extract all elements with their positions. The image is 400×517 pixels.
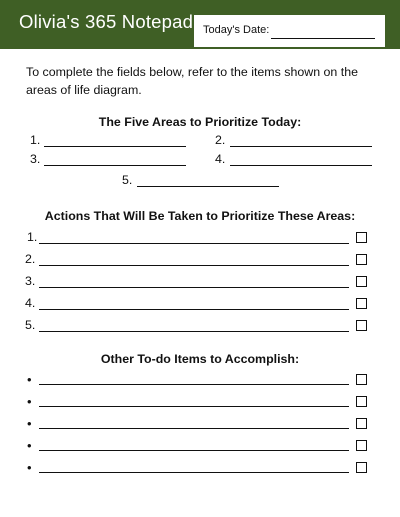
todo-bullet-5: • [27, 460, 32, 475]
action-checkbox-3[interactable] [356, 276, 367, 287]
action-checkbox-1[interactable] [356, 232, 367, 243]
action-line-5[interactable] [39, 331, 349, 332]
action-checkbox-4[interactable] [356, 298, 367, 309]
action-line-3[interactable] [39, 287, 349, 288]
area-line-5[interactable] [137, 186, 279, 187]
area-line-1[interactable] [44, 146, 186, 147]
action-number-3: 3. [25, 274, 36, 288]
date-box [194, 15, 385, 47]
header-bar [0, 0, 400, 49]
area-number-4: 4. [215, 152, 226, 166]
todo-checkbox-4[interactable] [356, 440, 367, 451]
notepad-title: Olivia's 365 Notepad [19, 11, 194, 32]
todo-checkbox-3[interactable] [356, 418, 367, 429]
instructions-text: To complete the fields below, refer to the items shown on the areas of life diagram. [26, 65, 358, 97]
area-number-2: 2. [215, 133, 226, 147]
todo-bullet-2: • [27, 394, 32, 409]
action-line-1[interactable] [39, 243, 349, 244]
todo-bullet-3: • [27, 416, 32, 431]
area-line-2[interactable] [230, 146, 372, 147]
actions-heading: Actions That Will Be Taken to Prioritize These Areas: [44, 209, 356, 223]
action-number-5: 5. [25, 318, 36, 332]
todo-line-3[interactable] [39, 428, 349, 429]
todo-line-5[interactable] [39, 472, 349, 473]
areas-heading: The Five Areas to Prioritize Today: [98, 115, 302, 129]
action-number-1: 1. [27, 230, 38, 244]
date-label: Today's Date: [203, 24, 270, 36]
todo-line-4[interactable] [39, 450, 349, 451]
todo-checkbox-2[interactable] [356, 396, 367, 407]
area-line-3[interactable] [44, 165, 186, 166]
todo-checkbox-5[interactable] [356, 462, 367, 473]
todo-bullet-4: • [27, 438, 32, 453]
todo-bullet-1: • [27, 372, 32, 387]
area-line-4[interactable] [230, 165, 372, 166]
area-number-5: 5. [122, 173, 133, 187]
todo-heading: Other To-do Items to Accomplish: [100, 352, 300, 366]
action-number-4: 4. [25, 296, 36, 310]
todo-checkbox-1[interactable] [356, 374, 367, 385]
action-line-4[interactable] [39, 309, 349, 310]
action-line-2[interactable] [39, 265, 349, 266]
action-checkbox-5[interactable] [356, 320, 367, 331]
area-number-1: 1. [30, 133, 41, 147]
date-input-line[interactable] [271, 38, 375, 39]
todo-line-1[interactable] [39, 384, 349, 385]
action-checkbox-2[interactable] [356, 254, 367, 265]
area-number-3: 3. [30, 152, 41, 166]
todo-line-2[interactable] [39, 406, 349, 407]
action-number-2: 2. [25, 252, 36, 266]
